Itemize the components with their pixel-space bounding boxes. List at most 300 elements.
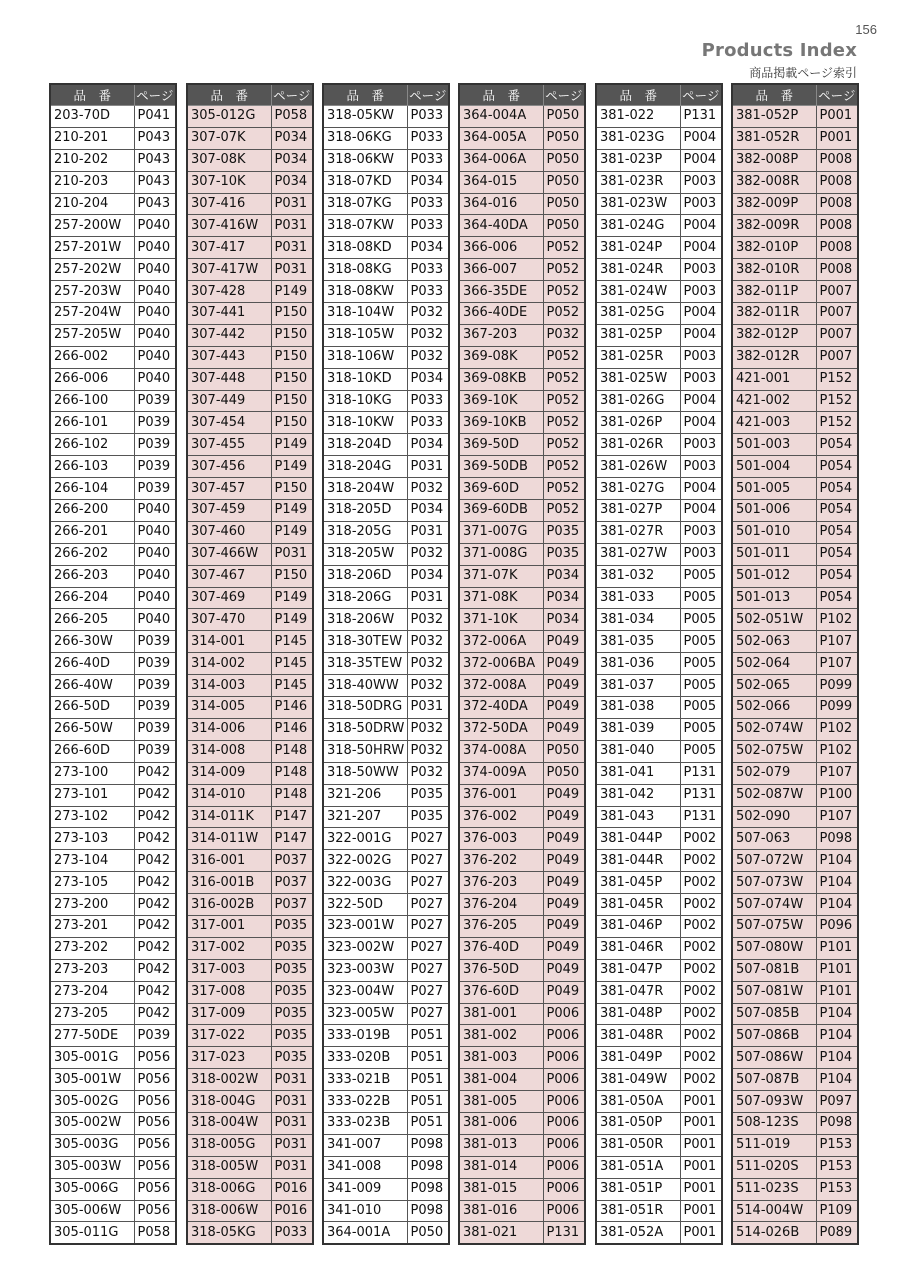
product-code: 318-07KD [323,171,407,193]
page-ref: P008 [816,237,858,259]
page-ref: P031 [271,1069,313,1091]
product-code: 381-023P [596,149,680,171]
table-row [459,259,585,281]
product-code: 314-009 [187,762,271,784]
table-row [187,456,313,478]
page-ref: P052 [543,346,585,368]
product-code: 381-046R [596,937,680,959]
product-code: 266-006 [50,368,134,390]
page-ref: P007 [816,281,858,303]
product-code: 266-204 [50,587,134,609]
table-row [323,981,449,1003]
product-code: 507-075W [732,915,816,937]
page-ref: P102 [816,740,858,762]
product-code: 318-10KD [323,368,407,390]
product-code: 381-051P [596,1178,680,1200]
product-code: 381-049P [596,1047,680,1069]
page-ref: P006 [543,1069,585,1091]
product-code: 381-003 [459,1047,543,1069]
product-code: 421-002 [732,390,816,412]
header-row [459,84,585,106]
table-row [459,1222,585,1244]
page-ref: P098 [407,1134,449,1156]
table-row [459,959,585,981]
page-ref: P049 [543,653,585,675]
header-row [732,84,858,106]
page-ref: P039 [134,1025,176,1047]
product-code: 307-454 [187,412,271,434]
product-code: 367-203 [459,324,543,346]
table-row [323,1025,449,1047]
product-code: 318-50DRW [323,718,407,740]
table-row [187,653,313,675]
table-row [596,456,722,478]
table-row [596,1178,722,1200]
table-row [732,587,858,609]
page-ref: P004 [680,500,722,522]
table-row [596,303,722,325]
product-code: 381-052A [596,1222,680,1244]
product-code: 307-469 [187,587,271,609]
page-ref: P051 [407,1047,449,1069]
table-row [323,1069,449,1091]
page-ref: P035 [407,784,449,806]
product-code: 307-456 [187,456,271,478]
page-ref: P034 [407,237,449,259]
product-code: 318-105W [323,324,407,346]
product-code: 501-005 [732,478,816,500]
product-code: 372-008A [459,675,543,697]
table-row [459,434,585,456]
table-row [459,368,585,390]
product-code: 307-428 [187,281,271,303]
page-ref: P031 [271,543,313,565]
product-code: 381-024G [596,215,680,237]
product-code: 372-50DA [459,718,543,740]
table-row [50,1178,176,1200]
table-row [323,850,449,872]
page-ref: P089 [816,1222,858,1244]
product-code: 305-002G [50,1091,134,1113]
page-ref: P005 [680,587,722,609]
product-code: 318-005G [187,1134,271,1156]
page-ref: P034 [543,609,585,631]
product-code: 381-026P [596,412,680,434]
product-code: 318-05KW [323,106,407,128]
table-row [50,215,176,237]
page-ref: P003 [680,346,722,368]
product-code: 381-015 [459,1178,543,1200]
product-code: 318-104W [323,303,407,325]
page-ref: P149 [271,456,313,478]
product-code: 381-051R [596,1200,680,1222]
table-row [50,1025,176,1047]
page-ref: P109 [816,1200,858,1222]
table-row [50,149,176,171]
page-ref: P027 [407,894,449,916]
page-ref: P050 [543,215,585,237]
table-row [596,1047,722,1069]
table-row [459,937,585,959]
table-row [50,565,176,587]
page-ref: P033 [407,259,449,281]
table-row [596,521,722,543]
page-ref: P040 [134,368,176,390]
product-code: 371-08K [459,587,543,609]
page-ref: P032 [407,718,449,740]
page-ref: P002 [680,894,722,916]
page-ref: P027 [407,937,449,959]
table-row [596,872,722,894]
page-ref: P035 [271,1047,313,1069]
product-code: 317-008 [187,981,271,1003]
page-ref: P049 [543,872,585,894]
page-ref: P034 [407,171,449,193]
table-row [187,1112,313,1134]
table-row [50,434,176,456]
product-code: 364-004A [459,106,543,128]
page-ref: P035 [407,806,449,828]
table-row [459,237,585,259]
table-row [187,149,313,171]
product-code: 318-30TEW [323,631,407,653]
product-code: 266-102 [50,434,134,456]
table-row [187,106,313,128]
product-code: 317-003 [187,959,271,981]
product-code: 257-200W [50,215,134,237]
product-code: 307-417W [187,259,271,281]
product-code: 381-041 [596,762,680,784]
product-code: 318-205G [323,521,407,543]
product-code: 307-416 [187,193,271,215]
page-ref: P032 [407,762,449,784]
product-code: 381-040 [596,740,680,762]
page-ref: P040 [134,609,176,631]
page-subtitle: 商品掲載ページ索引 [749,66,857,80]
table-row [459,346,585,368]
index-table-3 [322,83,450,1245]
table-row [323,894,449,916]
page-ref: P035 [271,959,313,981]
product-code: 507-081W [732,981,816,1003]
table-row [187,171,313,193]
table-row [187,850,313,872]
table-row [732,1091,858,1113]
table-row [459,631,585,653]
table-row [732,1200,858,1222]
product-code: 381-016 [459,1200,543,1222]
product-code: 381-022 [596,106,680,128]
product-code: 318-204W [323,478,407,500]
table-row [50,609,176,631]
table-row [187,784,313,806]
product-code: 369-50DB [459,456,543,478]
product-code: 382-008P [732,149,816,171]
page-ref: P149 [271,587,313,609]
table-row [187,959,313,981]
product-code: 381-026G [596,390,680,412]
page-ref: P056 [134,1047,176,1069]
table-row [50,718,176,740]
product-code: 381-046P [596,915,680,937]
table-row [50,1156,176,1178]
page-ref: P032 [407,740,449,762]
product-code: 421-001 [732,368,816,390]
page-ref: P042 [134,762,176,784]
page-ref: P049 [543,828,585,850]
page-ref: P004 [680,215,722,237]
page-ref: P056 [134,1156,176,1178]
table-row [187,828,313,850]
product-code: 382-010R [732,259,816,281]
product-code: 323-002W [323,937,407,959]
page-ref: P039 [134,456,176,478]
product-code: 341-008 [323,1156,407,1178]
page-ref: P003 [680,521,722,543]
page-ref: P006 [543,1134,585,1156]
product-code: 307-460 [187,521,271,543]
page-ref: P027 [407,915,449,937]
page-ref: P042 [134,1003,176,1025]
page-ref: P002 [680,937,722,959]
product-code: 273-200 [50,894,134,916]
page-ref: P031 [407,456,449,478]
page-ref: P043 [134,127,176,149]
product-code: 369-10KB [459,412,543,434]
product-code: 507-093W [732,1091,816,1113]
product-code: 318-07KG [323,193,407,215]
product-code: 273-203 [50,959,134,981]
page-ref: P008 [816,193,858,215]
product-code: 381-023R [596,171,680,193]
product-code: 381-027P [596,500,680,522]
product-code: 364-016 [459,193,543,215]
product-code: 381-033 [596,587,680,609]
product-code: 314-003 [187,675,271,697]
page-ref: P051 [407,1091,449,1113]
table-row [596,412,722,434]
page-ref: P031 [271,1134,313,1156]
product-code: 307-449 [187,390,271,412]
column-header-page: ページ [134,84,176,106]
product-code: 364-001A [323,1222,407,1244]
table-row [732,106,858,128]
table-row [323,1200,449,1222]
product-code: 273-101 [50,784,134,806]
page-ref: P003 [680,281,722,303]
table-row [50,237,176,259]
table-row [323,697,449,719]
page-ref: P107 [816,653,858,675]
product-code: 381-025G [596,303,680,325]
page-ref: P099 [816,697,858,719]
table-row [596,478,722,500]
table-row [187,894,313,916]
page-ref: P031 [407,521,449,543]
page-ref: P107 [816,631,858,653]
page-ref: P054 [816,565,858,587]
table-row [459,1200,585,1222]
page-ref: P004 [680,412,722,434]
product-code: 371-008G [459,543,543,565]
product-code: 333-023B [323,1112,407,1134]
page-ref: P049 [543,631,585,653]
product-code: 307-459 [187,500,271,522]
product-code: 507-086B [732,1025,816,1047]
table-row [459,1134,585,1156]
page-ref: P098 [816,828,858,850]
product-code: 381-051A [596,1156,680,1178]
page-ref: P148 [271,762,313,784]
table-row [323,587,449,609]
product-code: 318-10KW [323,412,407,434]
table-row [50,653,176,675]
page-ref: P040 [134,215,176,237]
product-code: 318-05KG [187,1222,271,1244]
product-code: 507-080W [732,937,816,959]
page-ref: P033 [407,149,449,171]
product-code: 381-024R [596,259,680,281]
table-row [596,324,722,346]
table-row [459,1091,585,1113]
table-row [732,434,858,456]
table-row [732,543,858,565]
product-code: 277-50DE [50,1025,134,1047]
page-ref: P049 [543,675,585,697]
table-row [732,1156,858,1178]
product-code: 307-441 [187,303,271,325]
table-row [323,412,449,434]
table-row [323,324,449,346]
page-ref: P150 [271,346,313,368]
product-code: 507-081B [732,959,816,981]
table-row [459,675,585,697]
product-code: 381-025R [596,346,680,368]
table-row [323,149,449,171]
table-row [187,478,313,500]
page-ref: P033 [407,106,449,128]
product-code: 318-204G [323,456,407,478]
product-code: 317-001 [187,915,271,937]
page-number: 156 [855,22,877,37]
product-code: 307-448 [187,368,271,390]
product-code: 316-002B [187,894,271,916]
product-code: 376-60D [459,981,543,1003]
page-ref: P041 [134,106,176,128]
page-ref: P039 [134,412,176,434]
product-code: 502-090 [732,806,816,828]
product-code: 381-036 [596,653,680,675]
product-code: 502-063 [732,631,816,653]
page-ref: P004 [680,149,722,171]
page-ref: P049 [543,981,585,1003]
page-ref: P145 [271,631,313,653]
page-ref: P004 [680,237,722,259]
table-row [50,1112,176,1134]
product-code: 318-08KG [323,259,407,281]
page-ref: P005 [680,565,722,587]
table-row [187,127,313,149]
page-ref: P031 [271,259,313,281]
table-row [459,281,585,303]
table-row [596,675,722,697]
product-code: 322-002G [323,850,407,872]
index-table-5 [595,83,723,1245]
product-code: 381-052R [732,127,816,149]
product-code: 210-204 [50,193,134,215]
table-row [459,521,585,543]
table-row [323,521,449,543]
product-code: 318-06KW [323,149,407,171]
page-ref: P101 [816,959,858,981]
product-code: 318-08KD [323,237,407,259]
table-row [187,981,313,1003]
product-code: 381-037 [596,675,680,697]
table-row [596,653,722,675]
product-code: 341-009 [323,1178,407,1200]
product-code: 314-005 [187,697,271,719]
page-ref: P032 [407,543,449,565]
page-ref: P149 [271,521,313,543]
page-ref: P003 [680,368,722,390]
page-ref: P031 [271,1112,313,1134]
table-row [187,718,313,740]
page-ref: P146 [271,718,313,740]
page-ref: P005 [680,653,722,675]
page-ref: P005 [680,718,722,740]
table-row [50,784,176,806]
product-code: 314-001 [187,631,271,653]
table-row [459,1025,585,1047]
table-row [187,412,313,434]
page-ref: P035 [271,937,313,959]
table-row [187,740,313,762]
product-code: 421-003 [732,412,816,434]
page-ref: P039 [134,718,176,740]
product-code: 307-07K [187,127,271,149]
product-code: 381-050A [596,1091,680,1113]
page-ref: P002 [680,1069,722,1091]
table-row [459,784,585,806]
page-ref: P003 [680,171,722,193]
table-row [187,324,313,346]
table-row [459,171,585,193]
table-row [732,324,858,346]
table-row [459,697,585,719]
page-ref: P032 [407,675,449,697]
product-code: 305-006W [50,1200,134,1222]
table-row [459,1178,585,1200]
page-ref: P104 [816,1025,858,1047]
table-row [50,346,176,368]
table-row [732,368,858,390]
page-ref: P001 [680,1178,722,1200]
product-code: 381-026W [596,456,680,478]
page-ref: P037 [271,894,313,916]
table-row [459,653,585,675]
table-row [596,1222,722,1244]
product-code: 333-022B [323,1091,407,1113]
table-row [323,456,449,478]
product-code: 507-085B [732,1003,816,1025]
table-row [187,237,313,259]
product-code: 372-006A [459,631,543,653]
page-ref: P040 [134,543,176,565]
product-code: 318-004W [187,1112,271,1134]
table-row [50,1069,176,1091]
product-code: 333-021B [323,1069,407,1091]
page-ref: P037 [271,872,313,894]
